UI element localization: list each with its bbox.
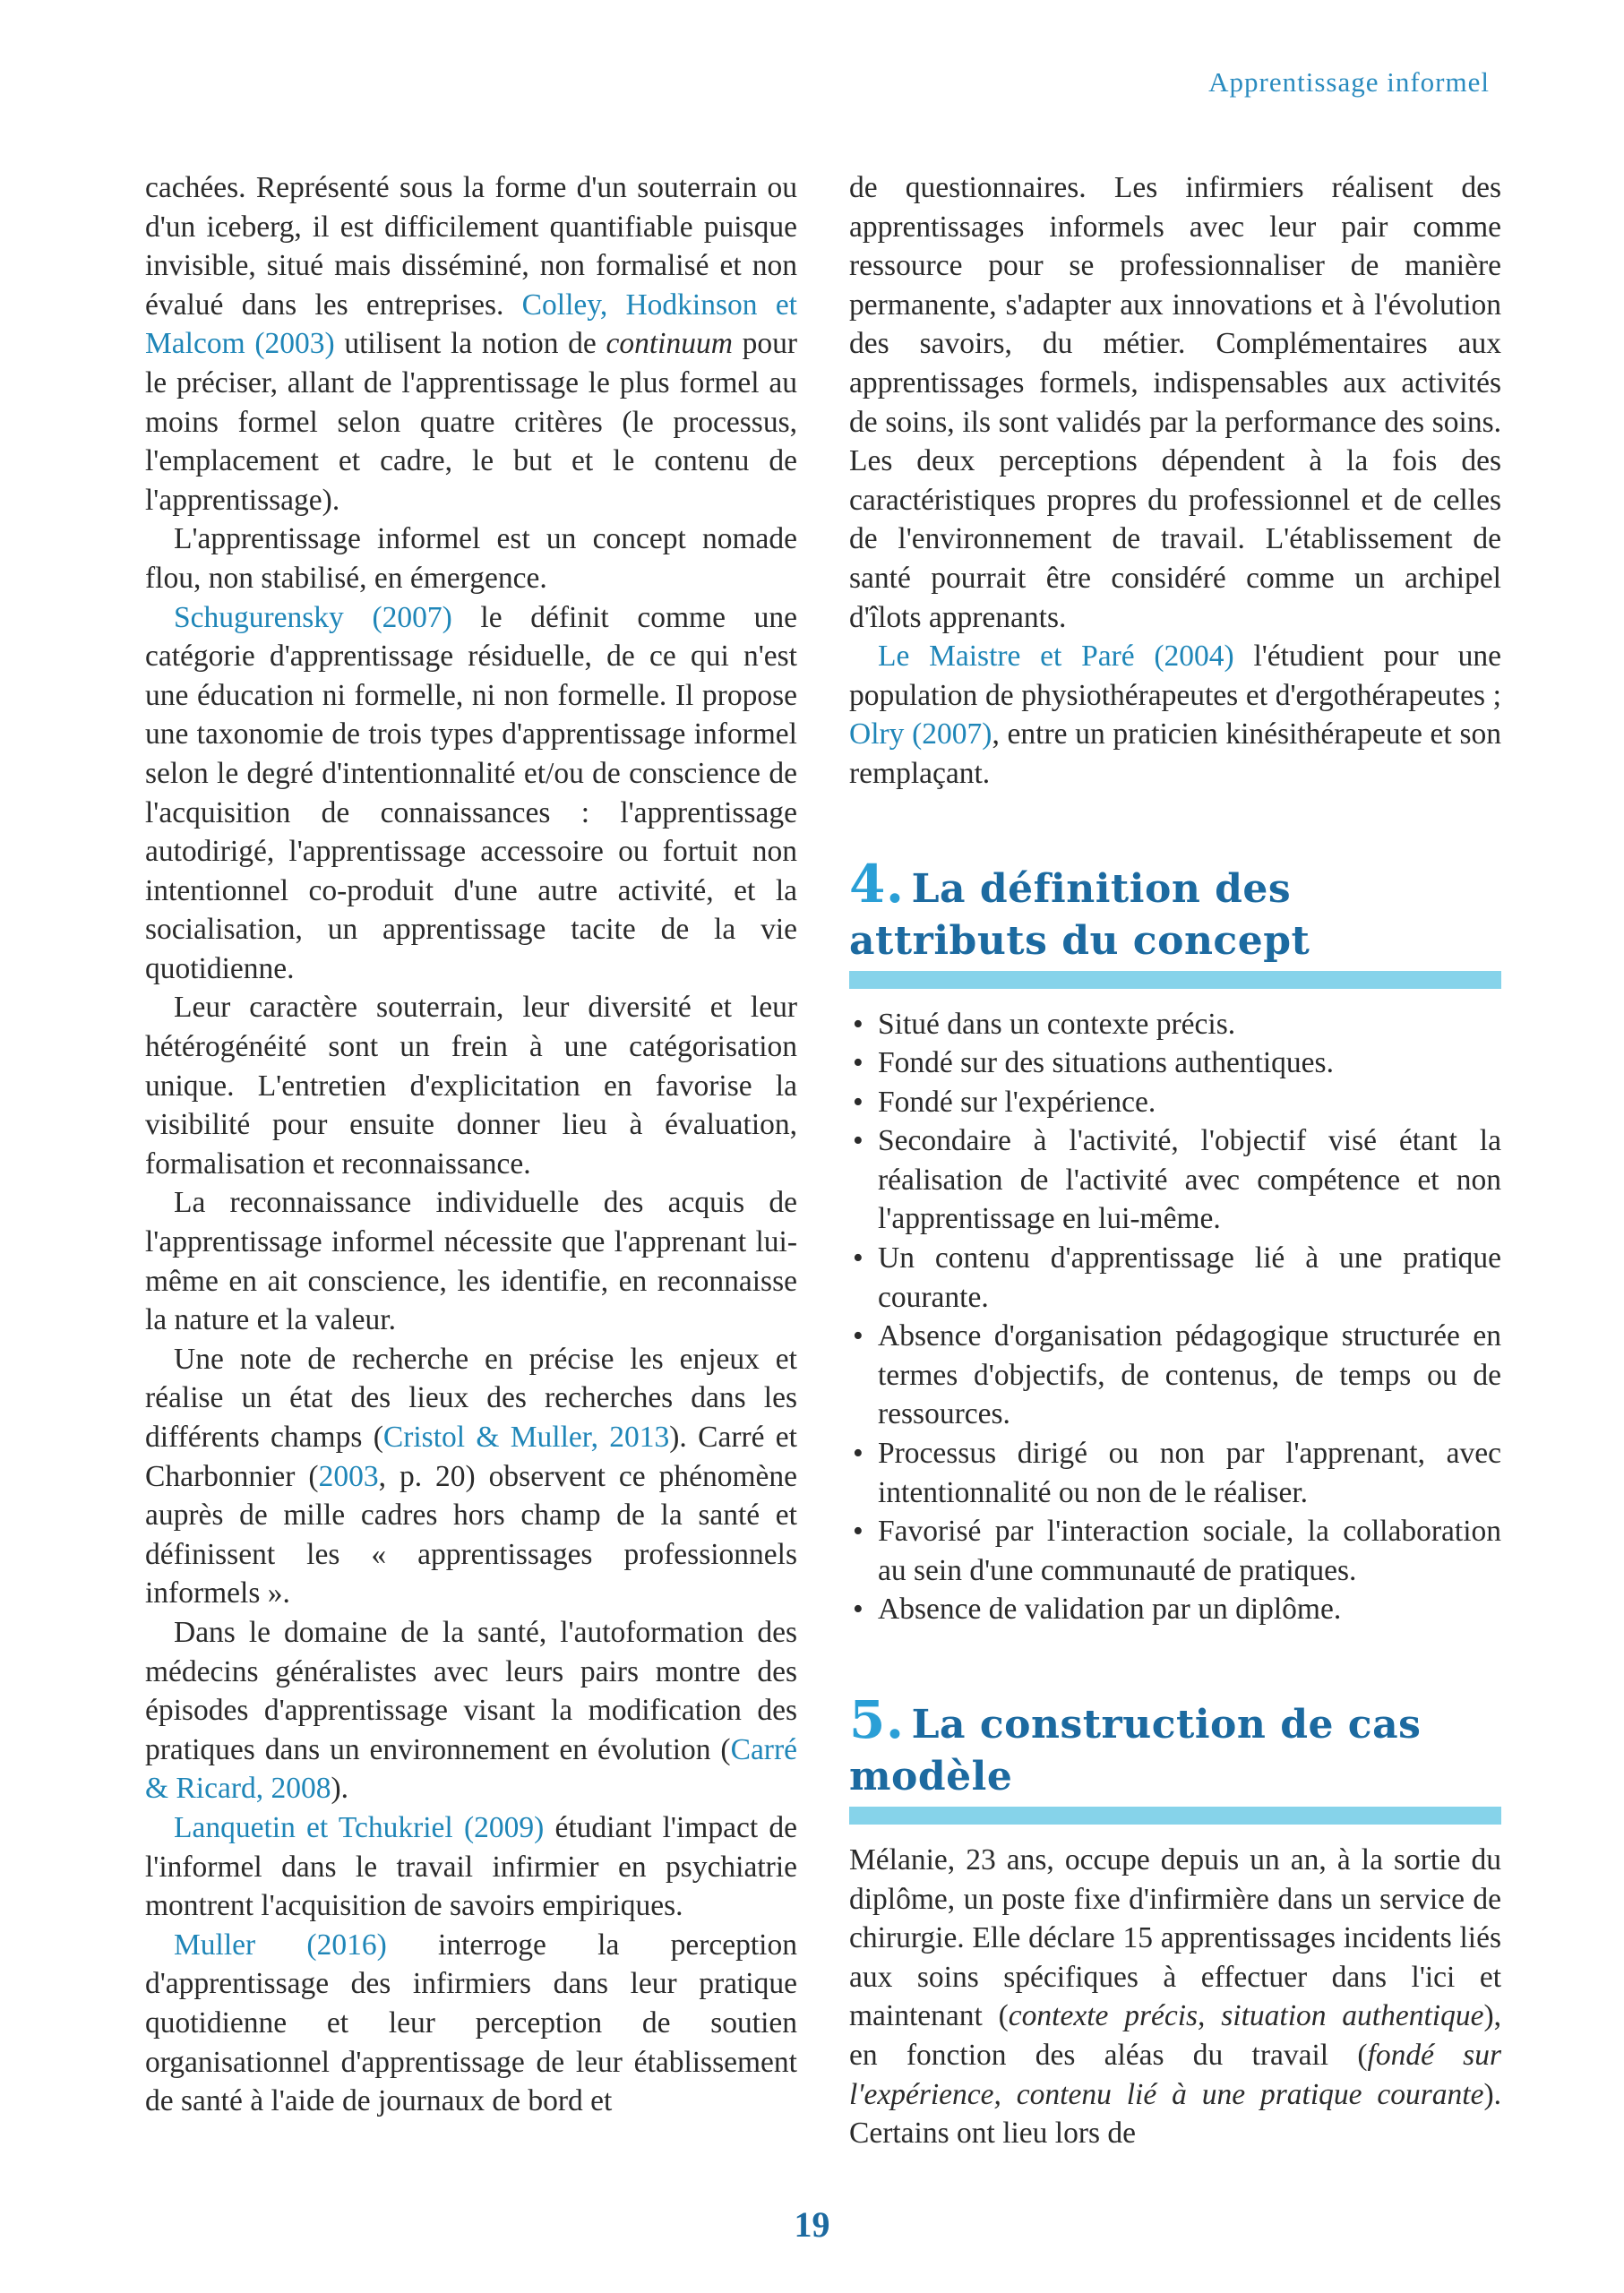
paragraph <box>145 1926 797 2121</box>
section-title: La construction de cas modèle <box>849 1702 1422 1799</box>
citation-link[interactable]: Olry (2007) <box>849 717 992 751</box>
section-4 <box>849 853 1501 1630</box>
section-heading <box>849 853 1501 967</box>
paragraph <box>145 1613 797 1808</box>
paragraph <box>145 1808 797 1926</box>
citation-link[interactable]: Muller (2016) <box>174 1928 387 1962</box>
section-number: 4. <box>849 853 905 915</box>
paragraph: de questionnaires. Les infirmiers réalisent des apprentissages informels avec leur pair comme ressource pour se professionnaliser de manière permanente, s'adapter aux innovations et à l'évolution des savoirs, du métier. Complémentaires aux apprentissages formels, indispensables aux activités de soins, ils sont validés par la performance des soins. Les deux perceptions dépendent à la fois des caractéristiques propres du professionnel et de celles de l'environnement de travail. L'établissement de santé pourrait être considéré comme un archipel d'îlots apprenants. <box>849 171 1501 634</box>
list-item: • Absence d'organisation pédagogique structurée en termes d'objectifs, de contenus, de temps ou de ressources. <box>849 1317 1501 1434</box>
citation-link[interactable]: Cristol & Muller, 2013 <box>382 1421 670 1454</box>
emphasis: fondé sur l'expérience, contenu lié à une pratique courante <box>849 2038 1502 2111</box>
text: ). Certains ont lieu lors de <box>849 2077 1501 2151</box>
text: utilisent la notion de <box>334 327 606 361</box>
left-column <box>145 168 797 2121</box>
attribute-list <box>849 1005 1501 1630</box>
list-item: • Absence de validation par un diplôme. <box>849 1590 1501 1629</box>
emphasis: continuum <box>606 327 733 361</box>
paragraph <box>849 1841 1501 2153</box>
paragraph <box>849 637 1501 793</box>
paragraph: Leur caractère souterrain, leur diversité et leur hétérogénéité sont un frein à une catégorisation unique. L'entretien d'explicitation en favorise la visibilité pour ensuite donner lieu à évaluation, formalisation et reconnaissance. <box>145 991 797 1181</box>
citation-link[interactable]: Schugurensky (2007) <box>174 600 452 634</box>
section-number: 5. <box>849 1689 905 1750</box>
emphasis: contexte précis, situation authentique <box>1008 1999 1484 2033</box>
section-heading <box>849 1689 1501 1803</box>
section-title: La définition des attributs du concept <box>849 865 1310 964</box>
list-item: • Situé dans un contexte précis. <box>849 1005 1501 1044</box>
text: Mélanie, 23 ans, occupe depuis un an, à la sortie du diplôme, un poste fixe d'infirmière dans un service de chirurgie. Elle déclare 15 apprentissages incidents liés aux soins spécifiques à effectuer dans l'ici et maintenant ( <box>849 1843 1501 2033</box>
list-item: • Un contenu d'apprentissage lié à une pratique courante. <box>849 1239 1501 1317</box>
text: cachées. Représenté sous la forme d'un souterrain ou d'un iceberg, il est difficilement quantifiable puisque invisible, situé mais disséminé, non formalisé et non évalué dans les entreprises. <box>145 171 797 322</box>
citation-link[interactable]: Colley, Hodkinson et Malcom (2003) <box>145 288 797 361</box>
text: étudiant l'impact de l'informel dans le travail infirmier en psychiatrie montrent l'acquisition de savoirs empiriques. <box>145 1810 797 1923</box>
heading-rule <box>849 1807 1501 1825</box>
paragraph: La reconnaissance individuelle des acquis de l'apprentissage informel nécessite que l'apprenant lui-même en ait conscience, les identifie, en reconnaisse la nature et la valeur. <box>145 1186 797 1337</box>
paragraph <box>145 598 797 989</box>
text: , entre un praticien kinésithérapeute et son remplaçant. <box>849 717 1501 790</box>
running-head: Apprentissage informel <box>1208 66 1490 98</box>
list-item: • Processus dirigé ou non par l'apprenant, avec intentionnalité ou non de le réaliser. <box>849 1434 1501 1512</box>
citation-link[interactable]: Le Maistre et Paré (2004) <box>878 640 1234 674</box>
text: ), en fonction des aléas du travail ( <box>849 1999 1501 2072</box>
text: le définit comme une catégorie d'apprentissage résiduelle, de ce qui n'est une éducation ni formelle, ni non formelle. Il propose une taxonomie de trois types d'apprentissage informel selon le degré d'intentionnalité et/ou de conscience de l'acquisition de connaissances : l'apprentissage autodirigé, l'apprentissage accessoire ou fortuit non intentionnel co-produit d'une autre activité, et la socialisation, un apprentissage tacite de la vie quotidienne. <box>145 600 797 985</box>
section-5 <box>849 1689 1502 2153</box>
paragraph <box>145 168 797 520</box>
text: , p. 20) observent ce phénomène auprès de mille cadres hors champ de la santé et définissent les « apprentissages professionnels informels ». <box>145 1459 798 1610</box>
text: Une note de recherche en précise les enjeux et réalise un état des lieux des recherches dans les différents champs ( <box>145 1342 797 1454</box>
list-item: • Fondé sur des situations authentiques. <box>849 1043 1501 1083</box>
text: ). Carré et Charbonnier ( <box>145 1421 797 1493</box>
list-item: • Secondaire à l'activité, l'objectif visé étant la réalisation de l'activité avec compétence et non l'apprentissage en lui-même. <box>849 1121 1501 1239</box>
text: ). <box>331 1772 349 1806</box>
text: interroge la perception d'apprentissage des infirmiers dans leur pratique quotidienne et leur perception de soutien organisationnel d'apprentissage de leur établissement de santé à l'aide de journaux de bord et <box>145 1928 797 2118</box>
text: l'étudient pour une population de physiothérapeutes et d'ergothérapeutes ; <box>849 640 1501 712</box>
heading-rule <box>849 971 1501 989</box>
list-item: • Fondé sur l'expérience. <box>849 1083 1501 1122</box>
paragraph <box>145 1340 797 1613</box>
citation-link[interactable]: Carré & Ricard, 2008 <box>145 1732 797 1806</box>
list-item: • Favorisé par l'interaction sociale, la collaboration au sein d'une communauté de pratiques. <box>849 1512 1501 1590</box>
paragraph: L'apprentissage informel est un concept nomade flou, non stabilisé, en émergence. <box>145 522 797 595</box>
citation-link[interactable]: Lanquetin et Tchukriel (2009) <box>174 1810 545 1844</box>
text: Dans le domaine de la santé, l'autoformation des médecins généralistes avec leurs pairs montre des épisodes d'apprentissage visant la modification des pratiques dans un environnement en évolution ( <box>145 1615 797 1766</box>
page-number: 19 <box>794 2204 830 2245</box>
citation-link[interactable]: 2003 <box>318 1459 379 1493</box>
right-column <box>849 168 1501 2153</box>
text: pour le préciser, allant de l'apprentissage le plus formel au moins formel selon quatre critères (le processus, l'emplacement et cadre, le but et le contenu de l'apprentissage). <box>145 327 798 517</box>
